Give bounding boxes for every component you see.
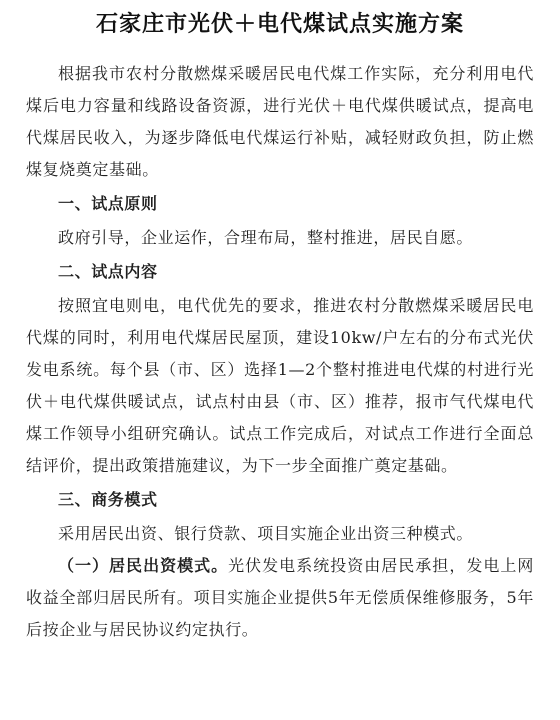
intro-paragraph: 根据我市农村分散燃煤采暖居民电代煤工作实际，充分利用电代煤后电力容量和线路设备资源，进行光伏＋电代煤供暖试点，提高电代煤居民收入，为逐步降低电代煤运行补贴，减轻财政负担，防止燃煤复烧奠定基础。 <box>26 64 534 179</box>
section-text-content: 按照宜电则电，电代优先的要求，推进农村分散燃煤采暖居民电代煤的同时，利用电代煤居民屋顶，建设10kw/户左右的分布式光伏发电系统。每个县（市、区）选择1—2个整村推进电代煤的村进行光伏＋电代煤供暖试点，试点村由县（市、区）推荐，报市气代煤电代煤工作领导小组研究确认。试点工作完成后，对试点工作进行全面总结评价，提出政策措施建议，为下一步全面推广奠定基础。 <box>26 296 534 475</box>
resident-funding-paragraph <box>26 550 534 646</box>
section-text-business-model: 采用居民出资、银行贷款、项目实施企业出资三种模式。 <box>58 524 474 543</box>
resident-funding-text: 光伏发电系统投资由居民承担，发电上网收益全部归居民所有。项目实施企业提供5年无偿质保维修服务，5年后按企业与居民协议约定执行。 <box>26 556 534 639</box>
section-text-principles: 政府引导，企业运作，合理布局，整村推进，居民自愿。 <box>58 228 474 247</box>
section-heading-business-model: 三、商务模式 <box>58 490 158 509</box>
section-heading-principles: 一、试点原则 <box>58 194 158 213</box>
section-heading-content: 二、试点内容 <box>58 262 158 281</box>
document-title: 石家庄市光伏＋电代煤试点实施方案 <box>95 11 464 37</box>
resident-funding-lead: （一）居民出资模式。 <box>58 556 229 575</box>
